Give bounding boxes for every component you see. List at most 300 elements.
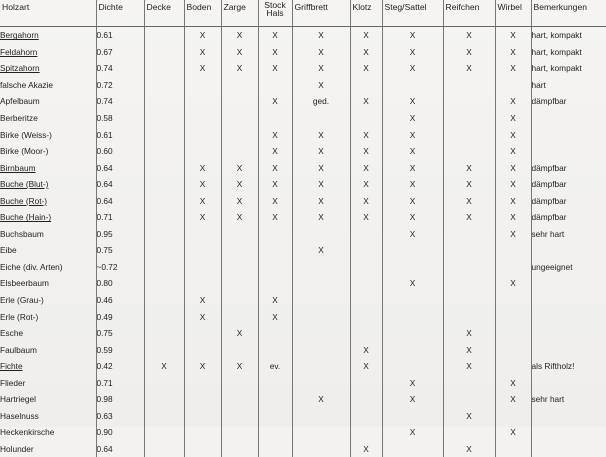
cell-bemerkungen xyxy=(531,441,606,457)
cell-reifchen xyxy=(443,143,495,160)
wood-name xyxy=(0,408,96,425)
cell-reifchen xyxy=(443,259,495,276)
wood-name xyxy=(0,27,96,44)
density-value: 0.74 xyxy=(96,93,144,110)
cell-decke: X xyxy=(144,358,184,375)
cell-stock-hals: X xyxy=(258,159,292,176)
cell-decke xyxy=(144,242,184,259)
cell-zarge xyxy=(221,341,258,358)
cell-steg-sattel xyxy=(382,408,443,425)
wood-name xyxy=(0,292,96,309)
density-value: 0.49 xyxy=(96,308,144,325)
wood-name xyxy=(0,110,96,127)
cell-steg-sattel xyxy=(382,441,443,457)
density-value: 0.71 xyxy=(96,209,144,226)
density-value: 0.75 xyxy=(96,325,144,342)
cell-decke xyxy=(144,27,184,44)
cell-steg-sattel: X xyxy=(382,192,443,209)
cell-zarge xyxy=(221,242,258,259)
cell-klotz: X xyxy=(350,209,382,226)
density-value: 0.63 xyxy=(96,408,144,425)
wood-name xyxy=(0,192,96,209)
cell-decke xyxy=(144,325,184,342)
table-row xyxy=(0,110,606,127)
cell-boden: X xyxy=(184,209,221,226)
wood-name-label: Buchsbaum xyxy=(0,229,44,239)
cell-boden: X xyxy=(184,27,221,44)
cell-reifchen: X xyxy=(443,358,495,375)
cell-griffbrett xyxy=(292,259,350,276)
wood-name xyxy=(0,341,96,358)
table-body xyxy=(0,27,606,457)
cell-bemerkungen: ungeeignet xyxy=(531,259,606,276)
wood-name-label: Buche (Blut-) xyxy=(0,179,48,189)
table-row xyxy=(0,192,606,209)
cell-zarge xyxy=(221,143,258,160)
header-zarge: Zarge xyxy=(221,0,258,27)
cell-griffbrett xyxy=(292,275,350,292)
cell-wirbel xyxy=(495,441,531,457)
cell-bemerkungen: dämpfbar xyxy=(531,176,606,193)
cell-boden xyxy=(184,325,221,342)
cell-reifchen xyxy=(443,77,495,94)
cell-griffbrett xyxy=(292,292,350,309)
density-value: 0.59 xyxy=(96,341,144,358)
cell-zarge: X xyxy=(221,209,258,226)
cell-griffbrett xyxy=(292,408,350,425)
cell-zarge: X xyxy=(221,27,258,44)
wood-name-label: Holunder xyxy=(0,444,34,454)
cell-bemerkungen: hart, kompakt xyxy=(531,60,606,77)
cell-zarge xyxy=(221,441,258,457)
cell-stock-hals xyxy=(258,275,292,292)
header-reifchen: Reifchen xyxy=(443,0,495,27)
wood-name-label: falsche Akazie xyxy=(0,80,53,90)
table-row xyxy=(0,77,606,94)
cell-griffbrett: X xyxy=(292,159,350,176)
table-row xyxy=(0,126,606,143)
cell-reifchen xyxy=(443,93,495,110)
cell-klotz: X xyxy=(350,192,382,209)
cell-stock-hals xyxy=(258,408,292,425)
cell-stock-hals xyxy=(258,110,292,127)
cell-decke xyxy=(144,408,184,425)
cell-stock-hals: X xyxy=(258,126,292,143)
cell-stock-hals: X xyxy=(258,44,292,61)
cell-wirbel: X xyxy=(495,176,531,193)
cell-reifchen: X xyxy=(443,159,495,176)
cell-zarge: X xyxy=(221,60,258,77)
table-row xyxy=(0,292,606,309)
wood-name-label: Haselnuss xyxy=(0,411,39,421)
wood-name xyxy=(0,226,96,243)
cell-decke xyxy=(144,143,184,160)
cell-stock-hals: X xyxy=(258,27,292,44)
table-row xyxy=(0,341,606,358)
cell-wirbel xyxy=(495,292,531,309)
wood-name xyxy=(0,93,96,110)
density-value: 0.61 xyxy=(96,126,144,143)
density-value: 0.61 xyxy=(96,27,144,44)
table-row xyxy=(0,408,606,425)
header-dichte: Dichte xyxy=(96,0,144,27)
cell-bemerkungen: dämpfbar xyxy=(531,209,606,226)
wood-name xyxy=(0,358,96,375)
cell-klotz: X xyxy=(350,27,382,44)
cell-stock-hals: X xyxy=(258,60,292,77)
cell-boden xyxy=(184,126,221,143)
cell-wirbel: X xyxy=(495,209,531,226)
cell-boden xyxy=(184,341,221,358)
cell-stock-hals xyxy=(258,259,292,276)
cell-bemerkungen: dämpfbar xyxy=(531,93,606,110)
cell-boden xyxy=(184,242,221,259)
cell-stock-hals xyxy=(258,226,292,243)
header-klotz: Klotz xyxy=(350,0,382,27)
cell-wirbel xyxy=(495,325,531,342)
cell-wirbel: X xyxy=(495,27,531,44)
cell-stock-hals: X xyxy=(258,308,292,325)
cell-stock-hals xyxy=(258,391,292,408)
cell-bemerkungen: sehr hart xyxy=(531,391,606,408)
cell-zarge: X xyxy=(221,176,258,193)
cell-zarge xyxy=(221,110,258,127)
cell-steg-sattel: X xyxy=(382,226,443,243)
cell-steg-sattel: X xyxy=(382,110,443,127)
cell-griffbrett xyxy=(292,308,350,325)
cell-decke xyxy=(144,126,184,143)
cell-zarge: X xyxy=(221,44,258,61)
wood-name-label: Erle (Rot-) xyxy=(0,312,38,322)
cell-reifchen: X xyxy=(443,209,495,226)
cell-steg-sattel xyxy=(382,292,443,309)
cell-decke xyxy=(144,259,184,276)
cell-griffbrett xyxy=(292,110,350,127)
table-row xyxy=(0,242,606,259)
wood-name-label: Spitzahorn xyxy=(0,63,40,73)
density-value: ~0.72 xyxy=(96,259,144,276)
density-value: 0.74 xyxy=(96,60,144,77)
density-value: 0.80 xyxy=(96,275,144,292)
cell-reifchen: X xyxy=(443,176,495,193)
cell-stock-hals xyxy=(258,341,292,358)
wood-name-label: Berberitze xyxy=(0,113,38,123)
header-bemerkungen: Bemerkungen xyxy=(531,0,606,27)
cell-reifchen: X xyxy=(443,325,495,342)
cell-stock-hals: X xyxy=(258,292,292,309)
wood-name xyxy=(0,143,96,160)
cell-griffbrett: ged. xyxy=(292,93,350,110)
cell-boden xyxy=(184,408,221,425)
table-row xyxy=(0,60,606,77)
cell-boden xyxy=(184,110,221,127)
cell-stock-hals: X xyxy=(258,143,292,160)
cell-steg-sattel: X xyxy=(382,424,443,441)
cell-steg-sattel: X xyxy=(382,275,443,292)
density-value: 0.75 xyxy=(96,242,144,259)
wood-name-label: Birke (Weiss-) xyxy=(0,130,52,140)
cell-reifchen: X xyxy=(443,60,495,77)
cell-bemerkungen xyxy=(531,242,606,259)
cell-klotz xyxy=(350,77,382,94)
cell-boden: X xyxy=(184,159,221,176)
table-row xyxy=(0,391,606,408)
cell-bemerkungen xyxy=(531,126,606,143)
cell-griffbrett: X xyxy=(292,209,350,226)
cell-steg-sattel xyxy=(382,242,443,259)
cell-klotz: X xyxy=(350,126,382,143)
wood-name-label: Heckenkirsche xyxy=(0,427,54,437)
cell-wirbel: X xyxy=(495,159,531,176)
cell-stock-hals xyxy=(258,325,292,342)
cell-decke xyxy=(144,308,184,325)
wood-name-label: Hartriegel xyxy=(0,394,36,404)
wood-name xyxy=(0,374,96,391)
cell-zarge xyxy=(221,93,258,110)
cell-decke xyxy=(144,192,184,209)
cell-bemerkungen: hart xyxy=(531,77,606,94)
table-row xyxy=(0,259,606,276)
cell-steg-sattel: X xyxy=(382,143,443,160)
density-value: 0.64 xyxy=(96,176,144,193)
cell-stock-hals xyxy=(258,374,292,391)
cell-boden xyxy=(184,441,221,457)
cell-steg-sattel: X xyxy=(382,27,443,44)
cell-steg-sattel xyxy=(382,308,443,325)
wood-name xyxy=(0,126,96,143)
table-row xyxy=(0,93,606,110)
cell-steg-sattel: X xyxy=(382,159,443,176)
cell-wirbel: X xyxy=(495,143,531,160)
cell-decke xyxy=(144,110,184,127)
header-decke: Decke xyxy=(144,0,184,27)
cell-bemerkungen xyxy=(531,341,606,358)
cell-zarge xyxy=(221,275,258,292)
wood-name-label: Feldahorn xyxy=(0,47,37,57)
cell-reifchen: X xyxy=(443,441,495,457)
wood-name xyxy=(0,441,96,457)
cell-steg-sattel xyxy=(382,358,443,375)
cell-steg-sattel xyxy=(382,259,443,276)
cell-wirbel: X xyxy=(495,44,531,61)
wood-name-label: Birnbaum xyxy=(0,163,36,173)
cell-wirbel: X xyxy=(495,226,531,243)
cell-wirbel: X xyxy=(495,391,531,408)
cell-griffbrett xyxy=(292,358,350,375)
table-row xyxy=(0,325,606,342)
cell-klotz xyxy=(350,374,382,391)
cell-reifchen xyxy=(443,391,495,408)
cell-stock-hals xyxy=(258,242,292,259)
cell-wirbel: X xyxy=(495,60,531,77)
cell-decke xyxy=(144,159,184,176)
cell-zarge xyxy=(221,259,258,276)
cell-griffbrett: X xyxy=(292,27,350,44)
density-value: 0.64 xyxy=(96,192,144,209)
header-row xyxy=(0,0,606,27)
cell-klotz: X xyxy=(350,441,382,457)
cell-stock-hals xyxy=(258,441,292,457)
cell-steg-sattel: X xyxy=(382,126,443,143)
cell-klotz xyxy=(350,292,382,309)
cell-boden: X xyxy=(184,176,221,193)
wood-name xyxy=(0,325,96,342)
cell-reifchen: X xyxy=(443,44,495,61)
cell-bemerkungen: dämpfbar xyxy=(531,192,606,209)
cell-decke xyxy=(144,441,184,457)
cell-steg-sattel: X xyxy=(382,60,443,77)
wood-name-label: Eiche (div. Arten) xyxy=(0,262,63,272)
header-stock-line2: Hals xyxy=(259,9,292,17)
header-stock-line1: Stock xyxy=(259,1,292,9)
cell-wirbel xyxy=(495,308,531,325)
wood-name-label: Flieder xyxy=(0,378,25,388)
wood-name-label: Fichte xyxy=(0,361,23,371)
table-row xyxy=(0,143,606,160)
density-value: 0.58 xyxy=(96,110,144,127)
cell-reifchen: X xyxy=(443,27,495,44)
cell-wirbel: X xyxy=(495,374,531,391)
wood-name-label: Bergahorn xyxy=(0,30,39,40)
cell-boden: X xyxy=(184,60,221,77)
cell-decke xyxy=(144,77,184,94)
header-wirbel: Wirbel xyxy=(495,0,531,27)
cell-griffbrett: X xyxy=(292,77,350,94)
wood-name xyxy=(0,60,96,77)
cell-wirbel xyxy=(495,341,531,358)
cell-zarge: X xyxy=(221,325,258,342)
cell-bemerkungen xyxy=(531,110,606,127)
cell-klotz: X xyxy=(350,143,382,160)
cell-wirbel: X xyxy=(495,275,531,292)
cell-bemerkungen: dämpfbar xyxy=(531,159,606,176)
cell-steg-sattel: X xyxy=(382,93,443,110)
cell-klotz xyxy=(350,110,382,127)
cell-klotz xyxy=(350,408,382,425)
cell-wirbel: X xyxy=(495,424,531,441)
wood-name xyxy=(0,275,96,292)
wood-name-label: Apfelbaum xyxy=(0,96,40,106)
cell-steg-sattel xyxy=(382,325,443,342)
cell-boden xyxy=(184,226,221,243)
cell-reifchen xyxy=(443,226,495,243)
cell-griffbrett: X xyxy=(292,143,350,160)
wood-name-label: Birke (Moor-) xyxy=(0,146,48,156)
cell-klotz xyxy=(350,275,382,292)
table-row xyxy=(0,159,606,176)
cell-griffbrett: X xyxy=(292,242,350,259)
cell-decke xyxy=(144,93,184,110)
cell-griffbrett xyxy=(292,226,350,243)
header-steg-sattel: Steg/Sattel xyxy=(382,0,443,27)
density-value: 0.64 xyxy=(96,159,144,176)
cell-reifchen xyxy=(443,110,495,127)
wood-name xyxy=(0,259,96,276)
density-value: 0.60 xyxy=(96,143,144,160)
cell-bemerkungen xyxy=(531,143,606,160)
cell-bemerkungen: hart, kompakt xyxy=(531,27,606,44)
table-row xyxy=(0,226,606,243)
cell-stock-hals xyxy=(258,77,292,94)
header-boden: Boden xyxy=(184,0,221,27)
cell-griffbrett: X xyxy=(292,60,350,77)
cell-reifchen xyxy=(443,308,495,325)
cell-klotz xyxy=(350,242,382,259)
cell-boden xyxy=(184,275,221,292)
cell-wirbel: X xyxy=(495,192,531,209)
cell-bemerkungen: hart, kompakt xyxy=(531,44,606,61)
cell-boden xyxy=(184,77,221,94)
cell-reifchen xyxy=(443,242,495,259)
cell-klotz xyxy=(350,259,382,276)
wood-name-label: Elsbeerbaum xyxy=(0,278,49,288)
header-griffbrett: Griffbrett xyxy=(292,0,350,27)
cell-bemerkungen xyxy=(531,292,606,309)
cell-stock-hals: X xyxy=(258,176,292,193)
cell-boden: X xyxy=(184,308,221,325)
cell-decke xyxy=(144,341,184,358)
cell-zarge xyxy=(221,408,258,425)
cell-boden xyxy=(184,374,221,391)
wood-name xyxy=(0,308,96,325)
cell-bemerkungen: sehr hart xyxy=(531,226,606,243)
cell-bemerkungen xyxy=(531,374,606,391)
cell-klotz: X xyxy=(350,358,382,375)
cell-boden: X xyxy=(184,358,221,375)
density-value: 0.46 xyxy=(96,292,144,309)
cell-griffbrett xyxy=(292,341,350,358)
density-value: 0.98 xyxy=(96,391,144,408)
cell-decke xyxy=(144,374,184,391)
cell-decke xyxy=(144,176,184,193)
wood-name xyxy=(0,391,96,408)
cell-decke xyxy=(144,391,184,408)
density-value: 0.42 xyxy=(96,358,144,375)
cell-zarge xyxy=(221,374,258,391)
cell-griffbrett xyxy=(292,441,350,457)
cell-griffbrett: X xyxy=(292,126,350,143)
cell-wirbel xyxy=(495,259,531,276)
cell-bemerkungen: als Riftholz! xyxy=(531,358,606,375)
cell-griffbrett: X xyxy=(292,391,350,408)
cell-boden: X xyxy=(184,192,221,209)
table-row xyxy=(0,27,606,44)
cell-griffbrett xyxy=(292,325,350,342)
header-stock-hals xyxy=(258,0,292,27)
table-row xyxy=(0,275,606,292)
cell-decke xyxy=(144,60,184,77)
cell-stock-hals: X xyxy=(258,209,292,226)
wood-name xyxy=(0,77,96,94)
wood-name-label: Esche xyxy=(0,328,23,338)
wood-name-label: Faulbaum xyxy=(0,345,37,355)
wood-name-label: Buche (Rot-) xyxy=(0,196,47,206)
wood-name xyxy=(0,44,96,61)
cell-zarge xyxy=(221,77,258,94)
cell-klotz: X xyxy=(350,44,382,61)
cell-wirbel: X xyxy=(495,110,531,127)
cell-boden xyxy=(184,391,221,408)
cell-zarge: X xyxy=(221,159,258,176)
cell-wirbel xyxy=(495,408,531,425)
cell-wirbel: X xyxy=(495,126,531,143)
cell-zarge xyxy=(221,308,258,325)
cell-steg-sattel: X xyxy=(382,209,443,226)
cell-klotz xyxy=(350,325,382,342)
cell-steg-sattel xyxy=(382,341,443,358)
table-row xyxy=(0,44,606,61)
table-row xyxy=(0,176,606,193)
